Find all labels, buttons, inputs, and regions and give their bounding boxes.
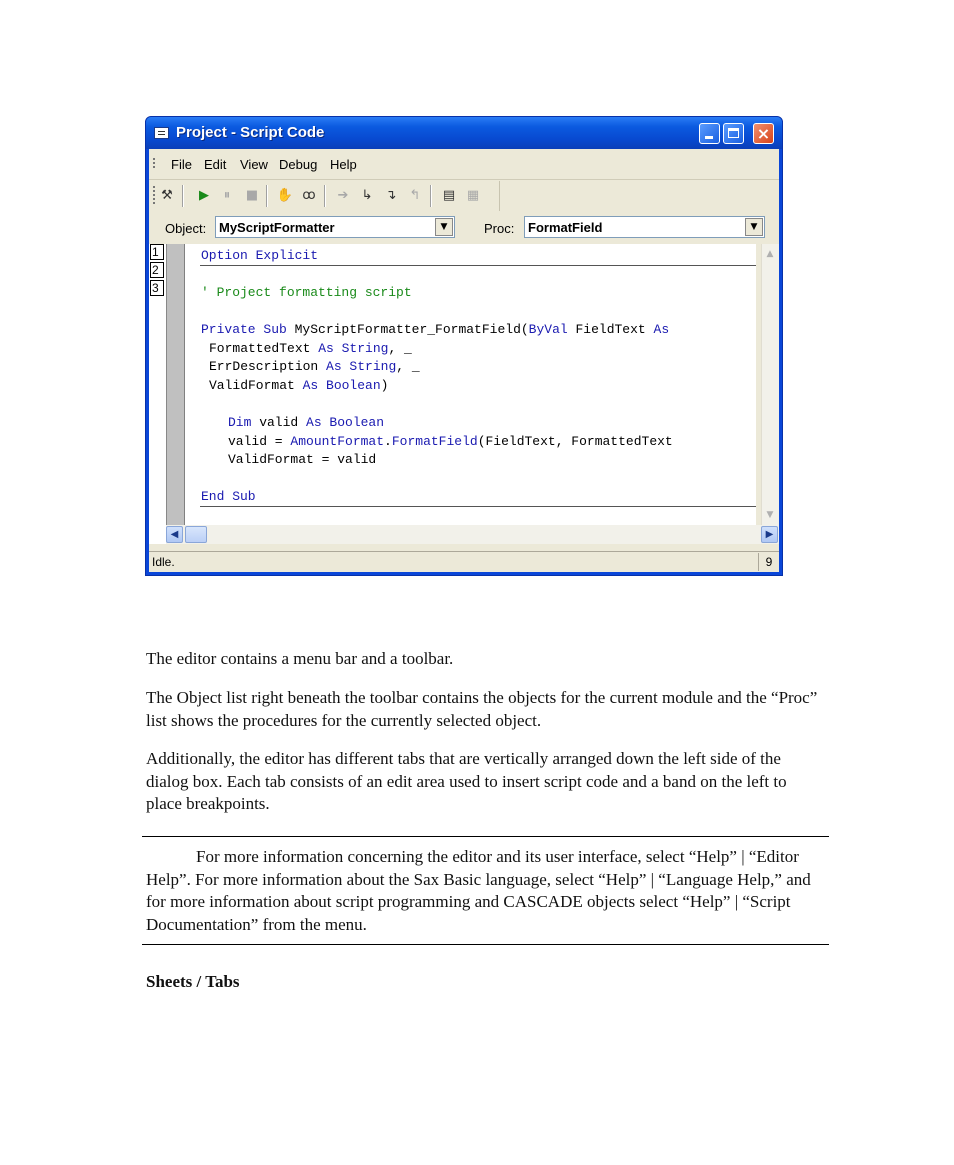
- toolbar-separator: [324, 185, 326, 207]
- object-proc-row: [149, 213, 779, 243]
- next-statement-icon[interactable]: ➔: [337, 188, 349, 203]
- pause-icon[interactable]: ⏸: [223, 188, 231, 203]
- help-note: For more information concerning the editor and its user interface, select “Help” | “Editor Help”. For more information about the Sax Basic language, select “Help” | “Language Help,” and for more information about script programming and CASCADE objects select “Help” | “Script Documentation” from the menu.: [146, 847, 811, 934]
- note-bottom-rule: [142, 944, 829, 945]
- status-text: Idle.: [152, 555, 175, 569]
- status-line-number: 9: [758, 553, 779, 571]
- step-over-icon[interactable]: ↴: [385, 188, 397, 203]
- toggle-breakpoint-icon[interactable]: ✋: [276, 188, 294, 203]
- menu-help[interactable]: Help: [330, 157, 357, 172]
- menu-file[interactable]: File: [171, 157, 192, 172]
- step-into-icon[interactable]: ↳: [361, 188, 373, 203]
- toolbar-separator: [430, 185, 432, 207]
- section-heading: Sheets / Tabs: [146, 972, 240, 991]
- scroll-up-icon[interactable]: ▲: [766, 249, 774, 259]
- sheet-tabs: [149, 244, 167, 544]
- breakpoint-band[interactable]: [167, 244, 185, 544]
- menu-grip[interactable]: [153, 158, 155, 170]
- window-title: Project - Script Code: [176, 124, 325, 141]
- chevron-down-icon[interactable]: ▼: [745, 218, 763, 236]
- proc-select-value: FormatField: [528, 220, 603, 235]
- code-line: Private Sub MyScriptFormatter_FormatField(ByVal FieldText As: [201, 322, 670, 337]
- run-icon[interactable]: ▶: [199, 188, 209, 203]
- close-button[interactable]: [753, 123, 774, 144]
- code-line: ErrDescription As String, _: [209, 359, 420, 374]
- toolbar-end: [499, 181, 500, 211]
- proc-label: Proc:: [484, 221, 515, 236]
- vertical-scrollbar[interactable]: [761, 244, 779, 525]
- proc-select[interactable]: [524, 216, 765, 238]
- editor-area: [149, 244, 779, 544]
- chevron-down-icon[interactable]: ▼: [435, 218, 453, 236]
- code-line: ValidFormat As Boolean): [209, 378, 389, 393]
- paragraph-object-list: The Object list right beneath the toolbar contains the objects for the current module and the “Proc” list shows the procedures for the currently selected object.: [146, 688, 818, 730]
- object-select-value: MyScriptFormatter: [219, 220, 335, 235]
- procedure-divider: [200, 506, 756, 507]
- minimize-button[interactable]: [699, 123, 720, 144]
- stop-icon[interactable]: ■: [245, 188, 259, 203]
- references-icon[interactable]: ▦: [466, 188, 480, 203]
- horizontal-scroll-thumb[interactable]: [185, 526, 207, 543]
- title-bar[interactable]: [146, 117, 782, 149]
- code-editor[interactable]: [185, 244, 756, 525]
- paragraph-menu-toolbar: The editor contains a menu bar and a toolbar.: [146, 649, 454, 668]
- toolbar: [149, 180, 779, 212]
- code-line: ValidFormat = valid: [228, 452, 377, 467]
- sheet-tab-1[interactable]: 1: [150, 244, 164, 260]
- paragraph-tabs: Additionally, the editor has different tabs that are vertically arranged down the left side of the dialog box. Each tab consists of an edit area used to insert script code and a band on the left to place breakpoints.: [146, 749, 787, 813]
- user-dialog-icon[interactable]: ⚒: [161, 188, 173, 203]
- scroll-right-icon[interactable]: ▶: [761, 526, 778, 543]
- toolbar-grip[interactable]: [153, 186, 155, 206]
- horizontal-scrollbar[interactable]: [166, 525, 779, 544]
- code-line: Option Explicit: [201, 248, 319, 263]
- procedure-divider: [200, 265, 756, 266]
- code-line: valid = AmountFormat.FormatField(FieldText, FormattedText: [228, 434, 673, 449]
- scroll-left-icon[interactable]: ◀: [166, 526, 183, 543]
- toolbar-separator: [182, 185, 184, 207]
- close-icon: ×: [756, 124, 771, 143]
- object-label: Object:: [165, 221, 207, 236]
- menu-debug[interactable]: Debug: [279, 157, 318, 172]
- script-code-window: [145, 116, 783, 576]
- code-line: End Sub: [201, 489, 256, 504]
- menu-view[interactable]: View: [240, 157, 268, 172]
- maximize-button[interactable]: [723, 123, 744, 144]
- step-out-icon[interactable]: ↰: [409, 188, 421, 203]
- toolbar-separator: [266, 185, 268, 207]
- window-client: [149, 149, 779, 572]
- note-top-rule: [142, 836, 829, 837]
- quick-watch-icon[interactable]: ꝏ: [302, 188, 316, 203]
- code-line: FormattedText As String, _: [209, 341, 412, 356]
- object-select[interactable]: [215, 216, 455, 238]
- window-icon: [154, 127, 169, 139]
- status-bar: [149, 551, 779, 572]
- edit-dialog-icon[interactable]: ▤: [442, 188, 456, 203]
- code-line: Dim valid As Boolean: [228, 415, 385, 430]
- scroll-down-icon[interactable]: ▼: [766, 510, 774, 520]
- code-line: ' Project formatting script: [201, 285, 412, 300]
- sheet-tab-2[interactable]: 2: [150, 262, 164, 278]
- menu-bar: [149, 149, 779, 180]
- menu-edit[interactable]: Edit: [204, 157, 227, 172]
- sheet-tab-3[interactable]: 3: [150, 280, 164, 296]
